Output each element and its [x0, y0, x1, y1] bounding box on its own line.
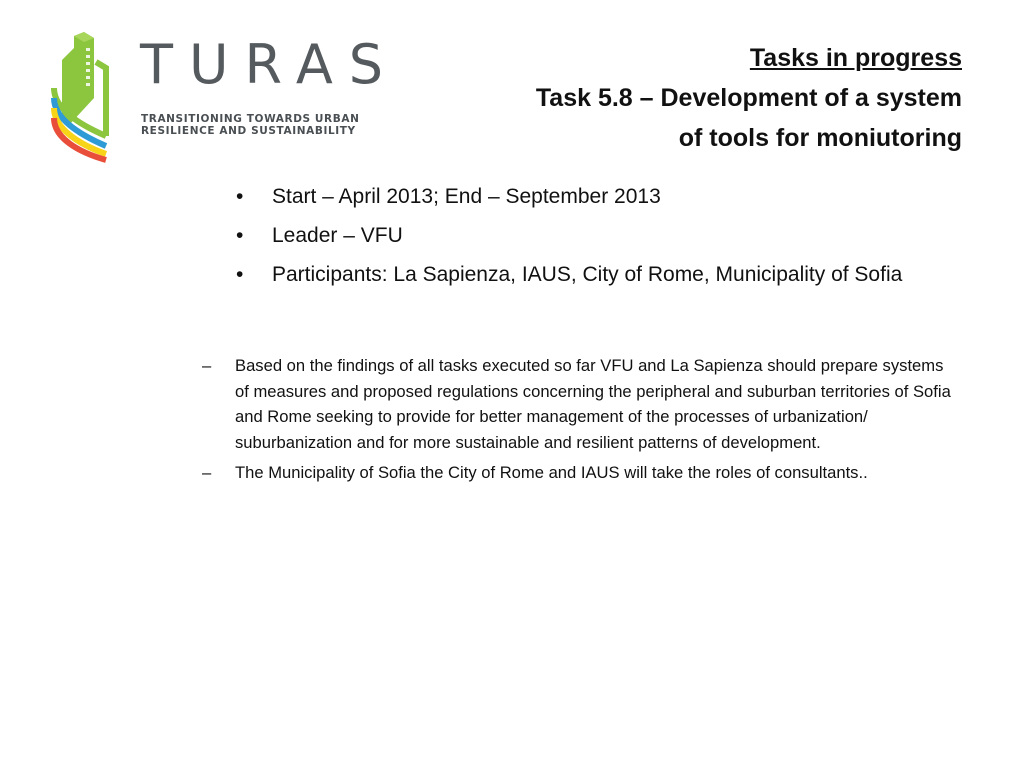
sub-item-text: Based on the findings of all tasks executed so far VFU and La Sapienza should prepare systems of measures and proposed regulations concerning the peripheral and suburban territories of Sofia and Rome seeking to provide for better management of the processes of urbanization/ suburbanization and for more sustainable and resilient patterns of development.	[235, 356, 951, 452]
sub-item-list	[200, 353, 960, 491]
logo-tagline-line2: RESILIENCE AND SUSTAINABILITY	[141, 125, 356, 137]
bullet-marker: •	[236, 185, 244, 208]
dash-marker: –	[202, 463, 212, 483]
bullet-text: Leader – VFU	[272, 224, 403, 247]
logo-wordmark: TURAS	[140, 33, 400, 96]
sub-item	[200, 353, 960, 455]
bullet-item	[232, 259, 952, 290]
turas-logo	[48, 28, 400, 168]
logo-tagline	[141, 113, 359, 137]
bullet-marker: •	[236, 224, 244, 247]
sub-item	[200, 460, 960, 486]
bullet-text: Start – April 2013; End – September 2013	[272, 185, 661, 208]
bullet-marker: •	[236, 263, 244, 286]
slide-title	[402, 38, 962, 158]
title-line-2: Task 5.8 – Development of a system	[535, 84, 962, 112]
bullet-item	[232, 220, 952, 251]
logo-tagline-line1: TRANSITIONING TOWARDS URBAN	[141, 113, 360, 125]
title-line-1: Tasks in progress	[749, 44, 962, 72]
bullet-item	[232, 181, 952, 212]
sub-item-text: The Municipality of Sofia the City of Rome and IAUS will take the roles of consultants..	[235, 463, 868, 483]
bullet-text: Participants: La Sapienza, IAUS, City of Rome, Municipality of Sofia	[272, 263, 903, 286]
bullet-list	[232, 181, 952, 298]
dash-marker: –	[202, 356, 212, 375]
building-logo-icon	[48, 28, 118, 163]
title-line-3: of tools for moniutoring	[678, 124, 962, 152]
